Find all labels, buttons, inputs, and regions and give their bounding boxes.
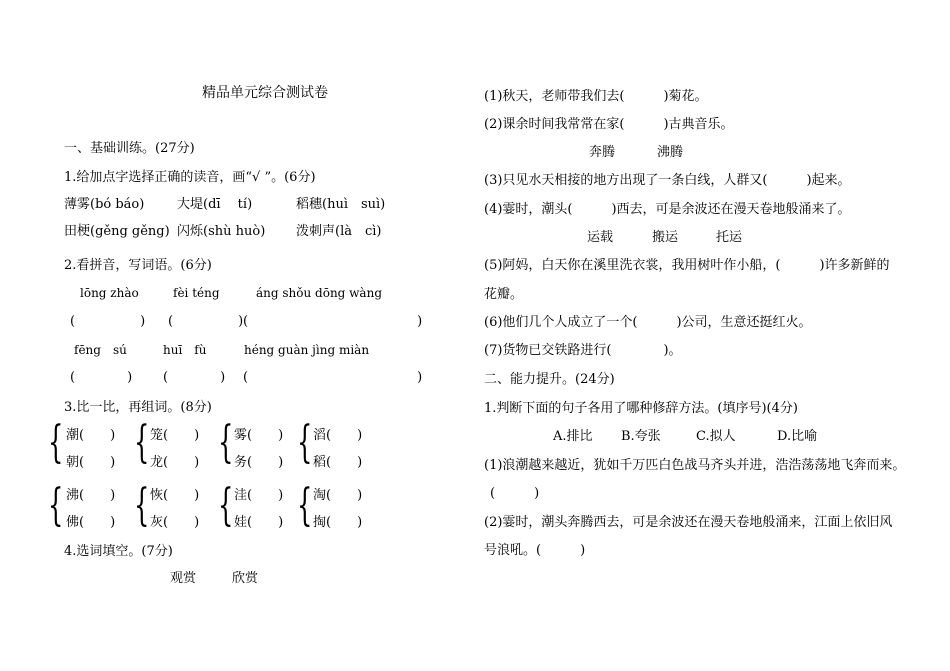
fill-sentence: (3)只见水天相接的地方出现了一条白线，人群又( )起来。 (484, 173, 851, 188)
answer-blank[interactable]: ( ) (243, 314, 423, 329)
pinyin-label: áng shǒu dōng wàng (256, 286, 382, 300)
answer-blank[interactable]: ( ) (70, 314, 146, 329)
compare-item: 滔( ) (313, 428, 363, 443)
q4-prompt: 4.选词填空。(7分) (64, 544, 173, 559)
q2-prompt: 2.看拼音，写词语。(6分) (64, 258, 212, 273)
pinyin-label: fēng sú (74, 343, 127, 357)
left-brace: { (297, 480, 313, 531)
compare-item: 稻( ) (313, 455, 363, 470)
compare-item: 雾( ) (234, 428, 284, 443)
section-2-heading: 二、能力提升。(24分) (484, 372, 615, 387)
option-label: A.排比 (553, 429, 593, 444)
compare-item: 娃( ) (234, 515, 284, 530)
compare-item: 淘( ) (313, 488, 363, 503)
fill-sentence: (4)霎时，潮头( )西去，可是余波还在漫天卷地般涌来了。 (484, 202, 851, 217)
left-brace: { (297, 417, 313, 468)
pinyin-label: huī fù (163, 343, 207, 357)
word-choice: 观赏 (170, 571, 197, 586)
q1-item: 稻穗(huì suì) (296, 197, 386, 212)
judge-sentence: 号浪吼。( ) (484, 543, 586, 558)
q1-item: 大堤(dī tí) (177, 197, 253, 212)
fill-sentence: (1)秋天，老师带我们去( )菊花。 (484, 89, 708, 104)
compare-item: 洼( ) (234, 488, 284, 503)
answer-blank[interactable]: ( ) (243, 370, 423, 385)
compare-item: 龙( ) (150, 455, 200, 470)
judge-sentence: (1)浪潮越来越近，犹如千万匹白色战马齐头并进，浩浩荡荡地飞奔而来。 (484, 458, 906, 473)
word-choice: 欣赏 (232, 571, 259, 586)
answer-blank[interactable]: ( ) (70, 370, 133, 385)
answer-blank[interactable]: ( ) (168, 314, 244, 329)
q1-item: 泼刺声(là cì) (296, 224, 382, 239)
page-title: 精品单元综合测试卷 (202, 85, 328, 101)
word-choice: 托运 (716, 230, 743, 245)
compare-item: 掏( ) (313, 515, 363, 530)
compare-item: 务( ) (234, 455, 284, 470)
pinyin-label: fèi téng (173, 286, 220, 300)
option-label: D.比喻 (777, 429, 818, 444)
left-brace: { (48, 417, 64, 468)
compare-item: 灰( ) (150, 515, 200, 530)
compare-item: 沸( ) (66, 488, 116, 503)
fill-sentence: (7)货物已交铁路进行( )。 (484, 343, 682, 358)
compare-item: 笼( ) (150, 428, 200, 443)
compare-item: 恢( ) (150, 488, 200, 503)
section-1-heading: 一、基础训练。(27分) (64, 141, 195, 156)
answer-blank[interactable]: ( ) (163, 370, 226, 385)
pinyin-label: héng guàn jìng miàn (244, 343, 370, 357)
option-label: C.拟人 (696, 429, 736, 444)
word-choice: 奔腾 (589, 145, 616, 160)
left-brace: { (218, 417, 234, 468)
word-choice: 沸腾 (657, 145, 684, 160)
left-brace: { (218, 480, 234, 531)
q1-item: 薄雾(bó báo) (64, 197, 145, 212)
pinyin-label: lōng zhào (80, 286, 139, 300)
compare-item: 朝( ) (66, 455, 116, 470)
q1-item: 田梗(gěng gěng) (64, 224, 170, 239)
fill-sentence: 花瓣。 (484, 287, 524, 302)
q3-prompt: 3.比一比，再组词。(8分) (64, 400, 212, 415)
compare-item: 潮( ) (66, 428, 116, 443)
word-choice: 搬运 (652, 230, 679, 245)
fill-sentence: (6)他们几个人成立了一个( )公司，生意还挺红火。 (484, 315, 812, 330)
compare-item: 佛( ) (66, 515, 116, 530)
left-brace: { (134, 480, 150, 531)
fill-sentence: (2)课余时间我常常在家( )古典音乐。 (484, 117, 734, 132)
q1-item: 闪烁(shù huò) (177, 224, 266, 239)
option-label: B.夸张 (621, 429, 661, 444)
q1-prompt: 1.给加点字选择正确的读音，画“√ ”。(6分) (64, 170, 316, 185)
word-choice: 运载 (587, 230, 614, 245)
fill-sentence: (5)阿妈，白天你在溪里洗衣裳，我用树叶作小船，( )许多新鲜的 (484, 258, 890, 273)
left-brace: { (134, 417, 150, 468)
answer-blank[interactable]: ( ) (490, 486, 540, 501)
judge-sentence: (2)霎时，潮头奔腾西去，可是余波还在漫天卷地般涌来，江面上依旧风 (484, 515, 893, 530)
left-brace: { (48, 480, 64, 531)
judge-prompt: 1.判断下面的句子各用了哪种修辞方法。(填序号)(4分) (484, 401, 798, 416)
